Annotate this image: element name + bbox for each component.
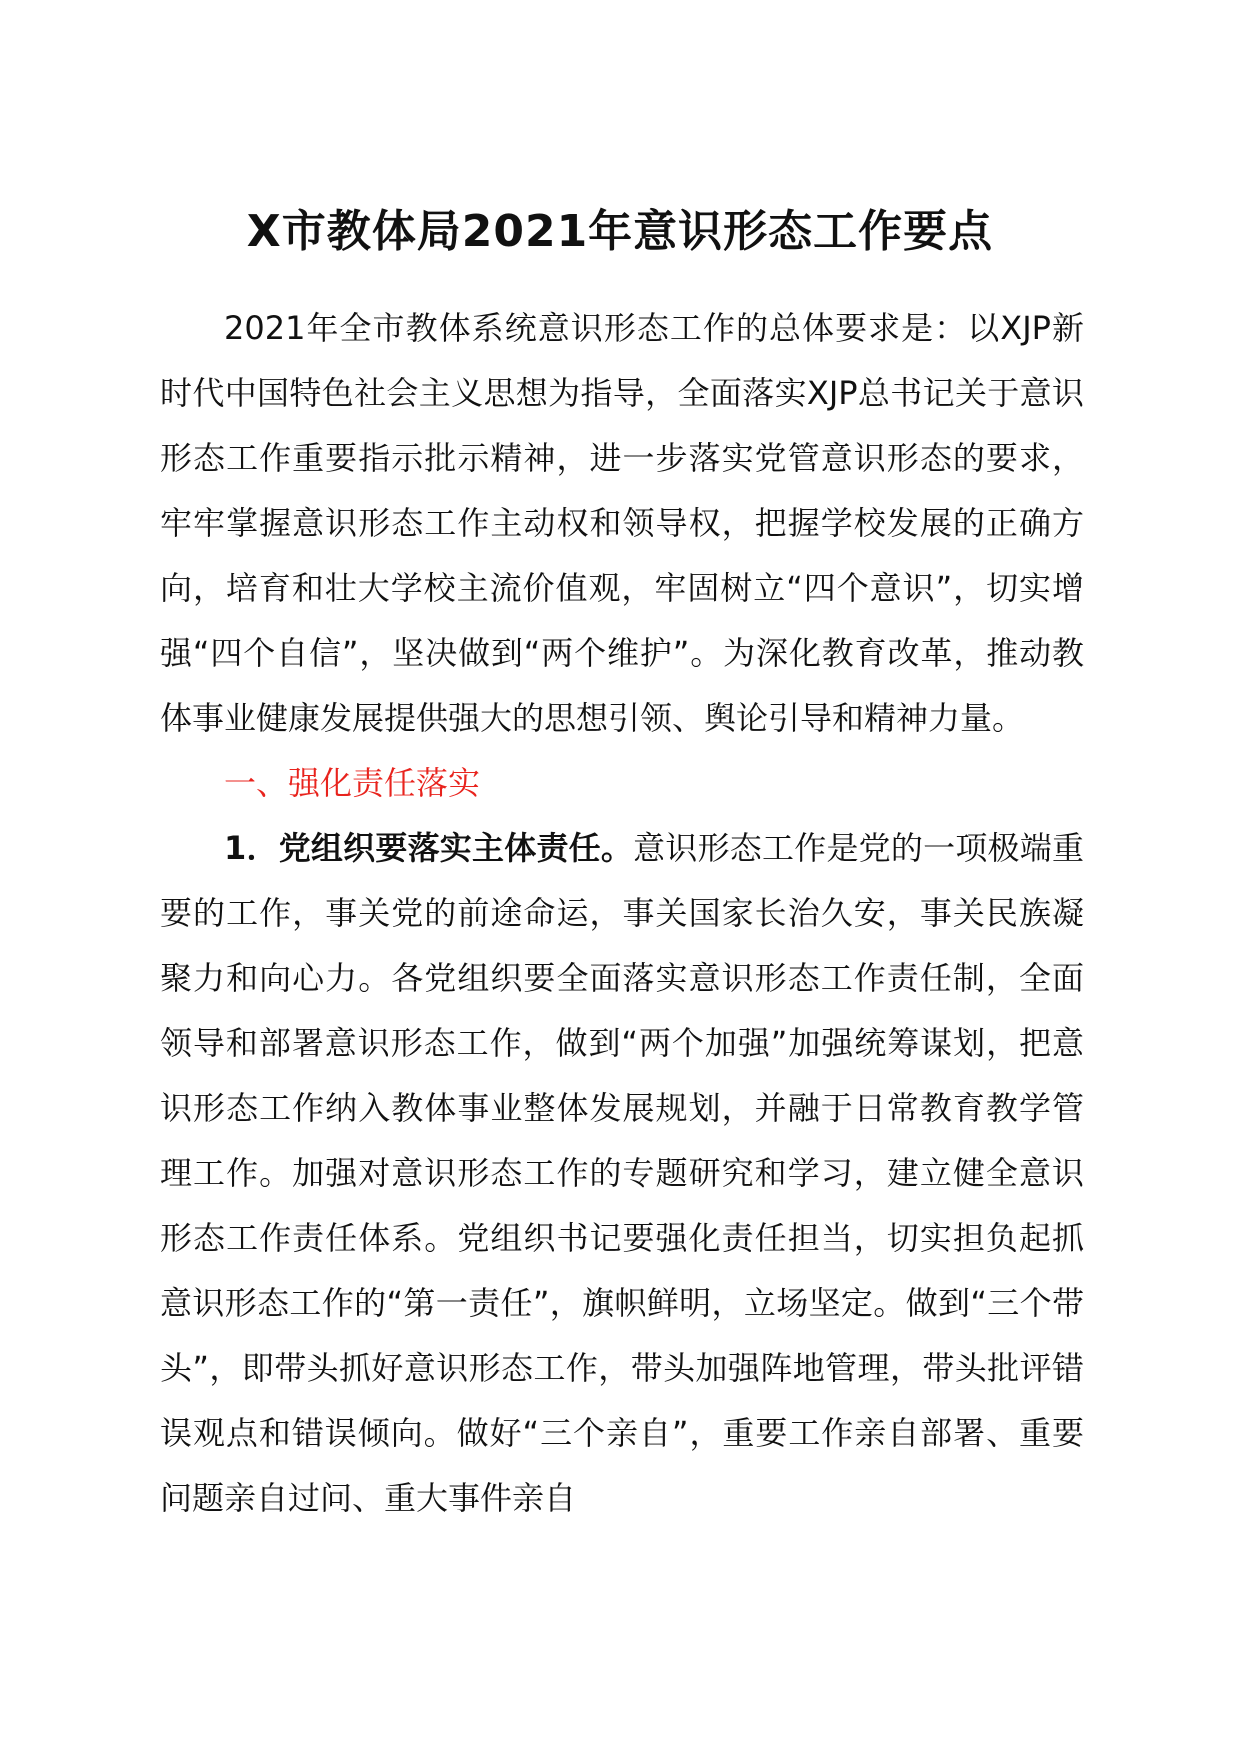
item-paragraph-1 [160,816,1084,1531]
document-body [160,296,1084,1531]
document-title: X市教体局2021年意识形态工作要点 [246,206,994,257]
section-heading-1: 一、强化责任落实 [224,764,481,802]
item-1-text: 意识形态工作是党的一项极端重要的工作，事关党的前途命运，事关国家长治久安，事关民族凝聚力和向心力。各党组织要全面落实意识形态工作责任制，全面领导和部署意识形态工作，做到“两个加强”加强统筹谋划，把意识形态工作纳入教体事业整体发展规划，并融于日常教育教学管理工作。加强对意识形态工作的专题研究和学习，建立健全意识形态工作责任体系。党组织书记要强化责任担当，切实担负起抓意识形态工作的“第一责任”，旗帜鲜明，立场坚定。做到“三个带头”，即带头抓好意识形态工作，带头加强阵地管理，带头批评错误观点和错误倾向。做好“三个亲自”，重要工作亲自部署、重要问题亲自过问、重大事件亲自 [160,829,1084,1517]
item-1-lead: 1．党组织要落实主体责任。 [224,829,634,867]
intro-paragraph: 2021年全市教体系统意识形态工作的总体要求是：以XJP新时代中国特色社会主义思想为指导，全面落实XJP总书记关于意识形态工作重要指示批示精神，进一步落实党管意识形态的要求，牢牢掌握意识形态工作主动权和领导权，把握学校发展的正确方向，培育和壮大学校主流价值观，牢固树立“四个意识”，切实增强“四个自信”，坚决做到“两个维护”。为深化教育改革，推动教体事业健康发展提供强大的思想引领、舆论引导和精神力量。 [160,309,1084,737]
